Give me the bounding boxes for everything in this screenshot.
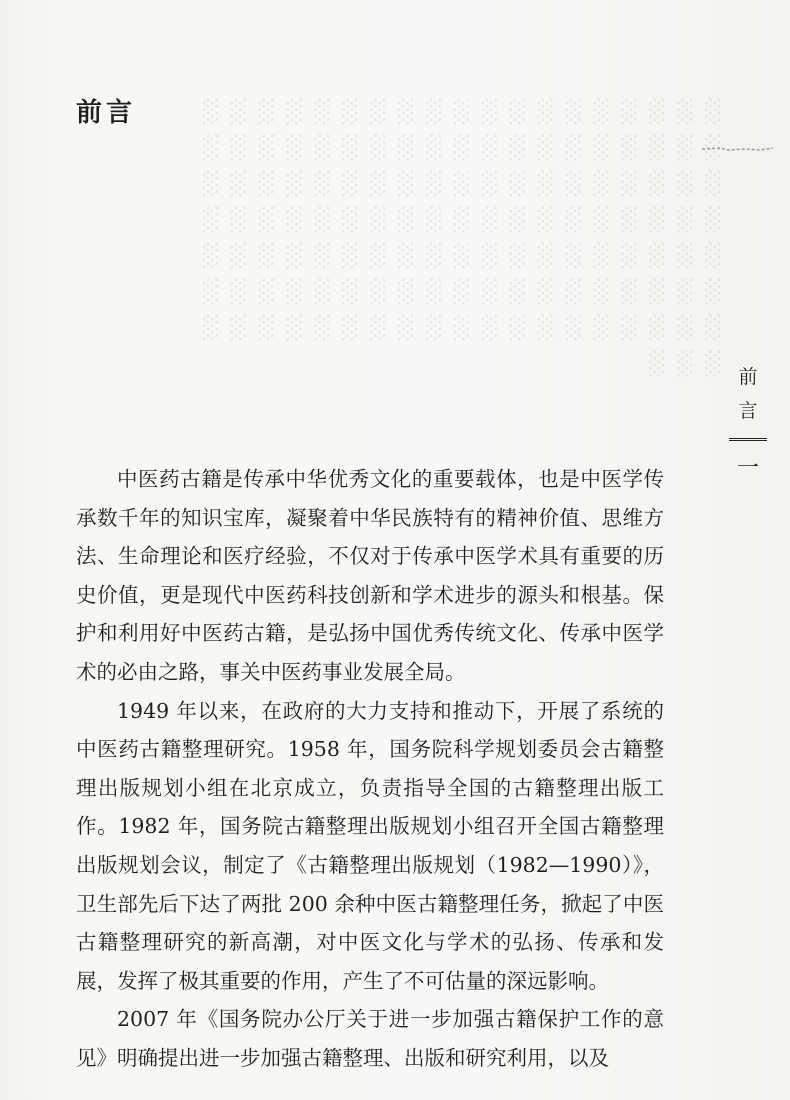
side-tab-char: 言 — [738, 400, 758, 422]
scan-speck — [700, 146, 775, 152]
side-tab-char: 前 — [738, 366, 758, 388]
paragraph: 中医药古籍是传承中华优秀文化的重要载体，也是中医学传承数千年的知识宝库，凝聚着中华民族特有的精神价值、思维方法、生命理论和医疗经验，不仅对于传承中医学术具有重要的历史价值，更是现代中医药科技创新和学术进步的源头和根基。保护和利用好中医药古籍，是弘扬中国优秀传统文化、传承中医学术的必由之路，事关中医药事业发展全局。 — [76, 467, 664, 684]
body-text — [76, 460, 664, 1078]
page-number: 一 — [736, 456, 759, 481]
paragraph: 1949 年以来，在政府的大力支持和推动下，开展了系统的中医药古籍整理研究。1958 年，国务院科学规划委员会古籍整理出版规划小组在北京成立，负责指导全国的古籍整理出版工作。1982 年，国务院古籍整理出版规划小组召开全国古籍整理出版规划会议，制定了《古籍整理出版规划（1982—1990）》，卫生部先后下达了两批 200 余种中医古籍整理任务，掀起了中医古籍整理研究的新高潮，对中医文化与学术的弘扬、传承和发展，发挥了极其重要的作用，产生了不可估量的深远影响。 — [76, 698, 664, 993]
chapter-side-tab — [726, 360, 770, 482]
side-tab-rule — [729, 438, 767, 441]
bleed-through-text: ░ ░ ░ ░ ░ ░ ░ ░ ░ ░ ░ ░ ░ ░ ░ ░ ░ ░ ░ ░ ░ ░ ░ ░ ░ ░ ░ ░ ░ ░ ░ ░ ░ ░ ░ ░ ░ ░ ░ ░ ░ ░ ░ ░ ░ ░ ░ ░ ░ ░ ░ ░ ░ ░ ░ ░ ░ ░ ░ ░ ░ ░ ░ ░ ░ ░ ░ ░ ░ ░ ░ ░ ░ ░ ░ ░ ░ ░ ░ ░ ░ ░ ░ ░ ░ ░ ░ ░ ░ ░ ░ ░ ░ ░ ░ ░ ░ ░ ░ ░ ░ ░ ░ ░ ░ ░ ░ ░ ░ ░ ░ ░ ░ ░ ░ ░ ░ ░ ░ ░ ░ ░ ░ ░ ░ ░ ░ ░ ░ ░ ░ ░ ░ ░ ░ ░ — [198, 100, 720, 377]
paragraph: 2007 年《国务院办公厅关于进一步加强古籍保护工作的意见》明确提出进一步加强古籍整理、出版和研究利用，以及 — [76, 1007, 664, 1070]
page-title: 前言 — [76, 98, 137, 128]
